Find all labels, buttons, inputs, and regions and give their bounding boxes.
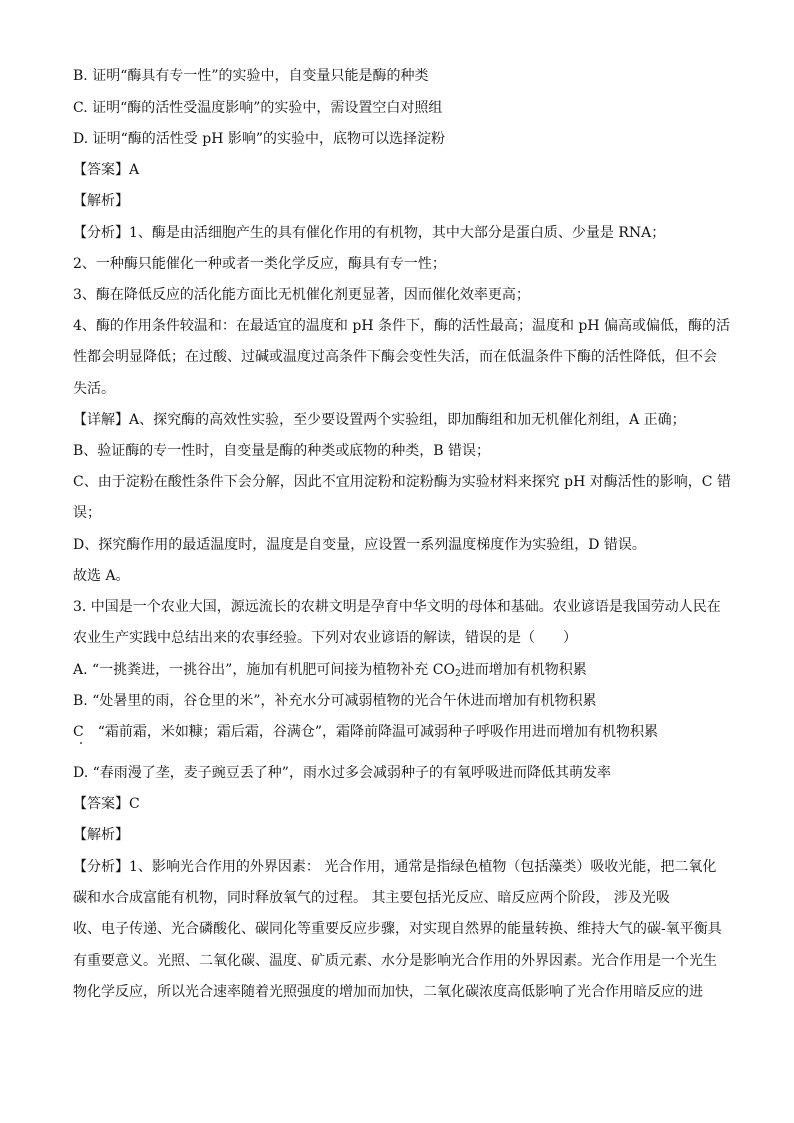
q2-detail-line: B、验证酶的专一性时，自变量是酶的种类或底物的种类，B 错误； bbox=[73, 443, 491, 459]
q2-detail-line: 【详解】A、探究酶的高效性实验，至少要设置两个实验组，即加酶组和加无机催化剂组，A 正确； bbox=[73, 412, 686, 428]
q3-stem-line: 农业生产实践中总结出来的农事经验。下列对农业谚语的解读，错误的是（ ） bbox=[73, 630, 577, 646]
q3-answer: 【答案】C bbox=[73, 796, 140, 812]
q3-analysis-line: 【分析】1、影响光合作用的外界因素： 光合作用，通常是指绿色植物（包括藻类）吸收光能，把二氧化 bbox=[73, 859, 717, 875]
q2-analysis-line: 失活。 bbox=[73, 381, 115, 397]
q2-detail-line: C、由于淀粉在酸性条件下会分解，因此不宜用淀粉和淀粉酶为实验材料来探究 pH 对酶活性的影响，C 错 bbox=[73, 474, 731, 490]
q3-option-a-text-end: 进而增加有机物积累 bbox=[460, 662, 587, 678]
q3-analysis-label: 【解析】 bbox=[73, 827, 129, 843]
q2-detail-line: 误； bbox=[73, 505, 101, 521]
q2-detail-line: 故选 A。 bbox=[73, 568, 130, 584]
q2-option-c: C. 证明“酶的活性受温度影响”的实验中，需设置空白对照组 bbox=[73, 100, 443, 116]
q3-analysis-line: 碳和水合成富能有机物，同时释放氧气的过程。 其主要包括光反应、暗反应两个阶段， 涉及光吸 bbox=[73, 890, 670, 906]
q3-option-a-text: A. “一挑粪进，一挑谷出”，施加有机肥可间接为植物补充 CO bbox=[73, 662, 455, 678]
q2-option-b: B. 证明“酶具有专一性”的实验中，自变量只能是酶的种类 bbox=[73, 68, 429, 84]
q2-answer: 【答案】A bbox=[73, 162, 140, 178]
q2-analysis-line: 【分析】1、酶是由活细胞产生的具有催化作用的有机物，其中大部分是蛋白质、少量是 RNA； bbox=[73, 225, 666, 241]
co2-subscript: 2 bbox=[454, 669, 461, 679]
q2-analysis-line: 3、酶在降低反应的活化能方面比无机催化剂更显著，因而催化效率更高； bbox=[73, 287, 530, 303]
q3-analysis-line: 收、电子传递、光合磷酸化、碳同化等重要反应步骤，对实现自然界的能量转换、维持大气的碳-氧平衡具 bbox=[73, 921, 722, 937]
q3-option-b: B. “处暑里的雨，谷仓里的米”，补充水分可减弱植物的光合午休进而增加有机物积累 bbox=[73, 693, 597, 709]
q2-detail-line: D、探究酶作用的最适温度时，温度是自变量，应设置一系列温度梯度作为实验组，D 错误。 bbox=[73, 537, 646, 553]
q2-analysis-line: 4、酶的作用条件较温和：在最适宜的温度和 pH 条件下，酶的活性最高；温度和 pH 偏高或偏低，酶的活 bbox=[73, 318, 731, 334]
stray-dot-mark bbox=[80, 742, 82, 744]
q3-option-c: C “霜前霜，米如糠；霜后霜，谷满仓”，霜降前降温可减弱种子呼吸作用进而增加有机物积累 bbox=[73, 724, 659, 740]
q2-analysis-line: 2、一种酶只能催化一种或者一类化学反应，酶具有专一性； bbox=[73, 256, 446, 272]
q3-option-d: D. “春雨漫了垄，麦子豌豆丢了种”，雨水过多会减弱种子的有氧呼吸进而降低其萌发率 bbox=[73, 765, 611, 781]
q3-analysis-line: 有重要意义。光照、二氧化碳、温度、矿质元素、水分是影响光合作用的外界因素。光合作用是一个光生 bbox=[73, 953, 717, 969]
q3-option-a bbox=[73, 660, 733, 684]
q2-option-d: D. 证明“酶的活性受 pH 影响”的实验中，底物可以选择淀粉 bbox=[73, 131, 446, 147]
q3-analysis-line: 物化学反应，所以光合速率随着光照强度的增加而加快，二氧化碳浓度高低影响了光合作用暗反应的进 bbox=[73, 984, 703, 1000]
q3-stem-line: 3. 中国是一个农业大国，源远流长的农耕文明是孕育中华文明的母体和基础。农业谚语是我国劳动人民在 bbox=[73, 599, 721, 615]
q2-analysis-label: 【解析】 bbox=[73, 193, 129, 209]
q2-analysis-line: 性都会明显降低；在过酸、过碱或温度过高条件下酶会变性失活，而在低温条件下酶的活性降低，但不会 bbox=[73, 349, 717, 365]
